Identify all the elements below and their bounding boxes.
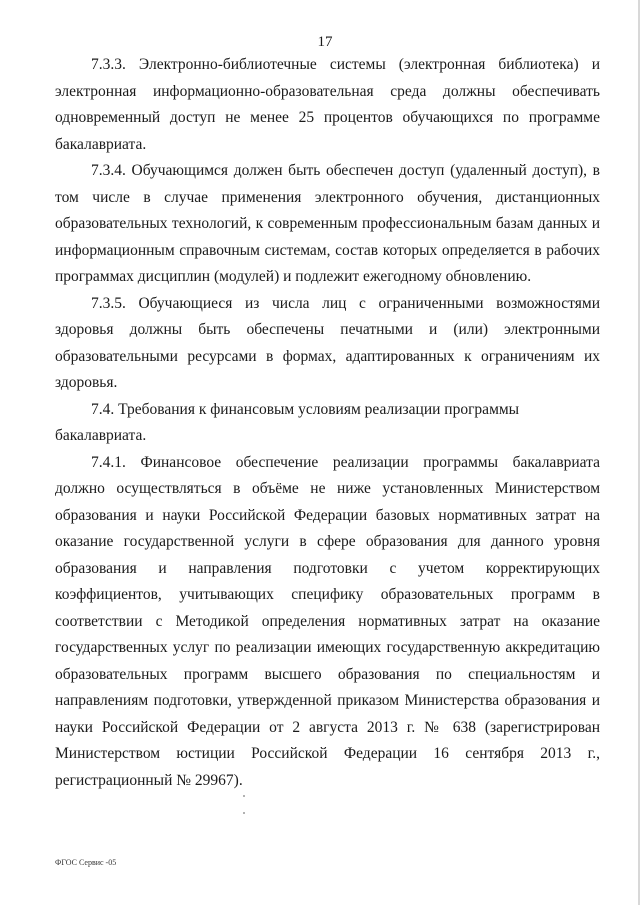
paragraph-7-4-1: 7.4.1. Финансовое обеспечение реализации программы бакалавриата должно осуществляться в объёме не ниже установленных Министерством образования и науки Российской Федерации базовых нормативных затрат на оказание государственной услуги в сфере образования для данного уровня образования и направления подготовки с учетом корректирующих коэффициентов, учитывающих специфику образовательных программ в соответствии с Методикой определения нормативных затрат на оказание государственных услуг по реализации имеющих государственную аккредитацию образовательных программ высшего образования по специальностям и направлениям подготовки, утвержденной приказом Министерства образования и науки Российской Федерации от 2 августа 2013 г. № 638 (зарегистрирован Министерством юстиции Российской Федерации 16 сентября 2013 г., регистрационный № 29967). <box>55 453 600 789</box>
paragraph-7-3-3: 7.3.3. Электронно-библиотечные системы (электронная библиотека) и электронная информационно-образовательная среда должны обеспечивать одновременный доступ не менее 25 процентов обучающихся по программе бакалавриата. <box>55 56 600 153</box>
page-number: 17 <box>317 34 333 50</box>
paragraph-7-3-4: 7.3.4. Обучающимся должен быть обеспечен доступ (удаленный доступ), в том числе в случае применения электронного обучения, дистанционных образовательных технологий, к современным профессиональным базам данных и информационным справочным системам, состав которых определяется в рабочих программах дисциплин (модулей) и подлежит ежегодному обновлению. <box>55 162 600 285</box>
scan-speck <box>243 812 245 814</box>
paragraph-7-4: 7.4. Требования к финансовым условиям реализации программы бакалавриата. <box>55 400 520 444</box>
footer-note: ФГОС Сервис -05 <box>55 858 117 867</box>
document-body <box>55 52 600 794</box>
paragraph-7-3-5: 7.3.5. Обучающиеся из числа лиц с ограниченными возможностями здоровья должны быть обеспечены печатными и (или) электронными образовательными ресурсами в формах, адаптированных к ограничениям их здоровья. <box>55 294 600 391</box>
scan-speck <box>243 795 245 797</box>
